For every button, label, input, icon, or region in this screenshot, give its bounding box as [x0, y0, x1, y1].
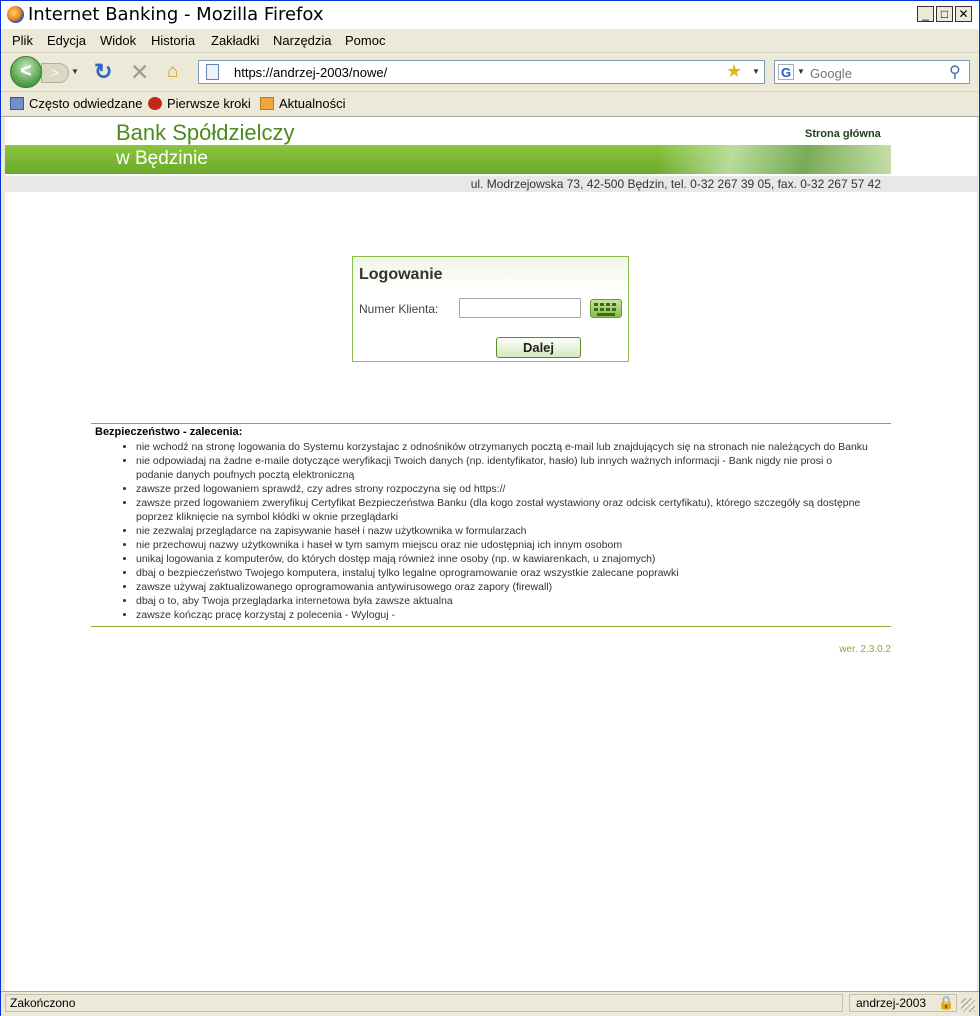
- list-item: • zawsze przed logowaniem sprawdź, czy adres strony rozpoczyna się od https://: [136, 482, 871, 496]
- list-item: • dbaj o to, aby Twoja przeglądarka internetowa była zawsze aktualna: [136, 594, 871, 608]
- search-icon[interactable]: ⚲: [949, 64, 961, 81]
- login-title: Logowanie: [359, 266, 443, 283]
- status-text: Zakończono: [5, 994, 843, 1012]
- list-item: • unikaj logowania z komputerów, do których dostęp mają również inne osoby (np. w kawiarenkach, u znajomych): [136, 552, 871, 566]
- client-number-label: Numer Klienta:: [359, 302, 439, 316]
- client-number-input[interactable]: [459, 298, 581, 318]
- navigation-toolbar: [1, 53, 979, 92]
- minimize-button[interactable]: _: [917, 6, 934, 22]
- firefox-icon: [7, 6, 24, 23]
- resize-grip[interactable]: [961, 998, 975, 1012]
- menu-zakladki[interactable]: Zakładki: [211, 33, 260, 48]
- version-label: wer. 2.3.0.2: [839, 644, 891, 655]
- menu-historia[interactable]: Historia: [151, 33, 196, 48]
- header-decoration: [601, 145, 891, 174]
- url-bar[interactable]: [198, 60, 765, 84]
- list-item: • nie odpowiadaj na żadne e-maile dotyczące weryfikacji Twoich danych (np. identyfikator, hasło) lub innych ważnych informacji - Bank nigdy nie prosi o podanie danych poufnych pocztą elektroniczną: [136, 454, 871, 482]
- menu-narzedzia[interactable]: Narzędzia: [273, 33, 332, 48]
- folder-icon: [10, 97, 24, 110]
- bank-address: ul. Modrzejowska 73, 42-500 Będzin, tel. 0-32 267 39 05, fax. 0-32 267 57 42: [470, 177, 881, 191]
- home-link[interactable]: Strona główna: [805, 128, 881, 140]
- menu-widok[interactable]: Widok: [100, 33, 137, 48]
- engine-dropdown-icon[interactable]: ▼: [797, 67, 805, 76]
- stop-icon[interactable]: ✕: [130, 59, 150, 85]
- google-engine-icon[interactable]: G: [778, 64, 794, 80]
- bookmark-aktualnosci[interactable]: Aktualności: [260, 96, 345, 111]
- list-item: • nie przechowuj nazwy użytkownika i haseł w tym samym miejscu oraz nie udostępniaj ich innym osobom: [136, 538, 871, 552]
- close-button[interactable]: ✕: [955, 6, 972, 22]
- menu-edycja[interactable]: Edycja: [47, 33, 87, 48]
- security-list: [91, 440, 891, 626]
- bookmark-pierwsze-kroki[interactable]: Pierwsze kroki: [148, 96, 251, 111]
- list-item: • nie wchodź na stronę logowania do Systemu korzystajac z odnośników otrzymanych pocztą e-mail lub znajdujących się na stronach nie należących do Banku: [136, 440, 871, 454]
- header-band: [5, 145, 891, 174]
- forward-button[interactable]: >: [41, 63, 69, 83]
- window-title: Internet Banking - Mozilla Firefox: [28, 4, 324, 25]
- menu-pomoc[interactable]: Pomoc: [345, 33, 386, 48]
- bookmarks-toolbar: [1, 92, 979, 117]
- submit-button[interactable]: Dalej: [496, 337, 581, 358]
- title-bar[interactable]: [1, 1, 979, 30]
- url-dropdown-icon[interactable]: ▼: [752, 67, 760, 76]
- reload-icon[interactable]: ↻: [94, 59, 113, 84]
- history-dropdown-icon[interactable]: ▼: [71, 67, 79, 76]
- maximize-button[interactable]: □: [936, 6, 953, 22]
- list-item: • zawsze przed logowaniem zweryfikuj Certyfikat Bezpieczeństwa Banku (dla kogo został wystawiony oraz odcisk certyfikatu), którego szczegóły są dostępne poprzez kliknięcie na symbol kłódki w oknie przeglądarki: [136, 496, 871, 524]
- address-bar: [5, 176, 977, 192]
- security-recommendations: [91, 423, 891, 627]
- search-input[interactable]: [808, 63, 947, 83]
- firefox-bookmark-icon: [148, 97, 162, 110]
- login-box: [352, 256, 629, 362]
- bank-name: Bank Spółdzielczy: [116, 120, 295, 145]
- virtual-keyboard-icon[interactable]: [590, 299, 622, 318]
- page-icon: [206, 64, 219, 80]
- menu-bar: [1, 29, 979, 53]
- search-bar: [774, 60, 970, 84]
- list-item: • zawsze używaj zaktualizowanego oprogramowania antywirusowego oraz zapory (firewall): [136, 580, 871, 594]
- lock-icon[interactable]: 🔒: [938, 995, 955, 1010]
- url-text[interactable]: https://andrzej-2003/nowe/: [234, 65, 388, 80]
- list-item: • nie zezwalaj przeglądarce na zapisywanie haseł i nazw użytkownika w formularzach: [136, 524, 871, 538]
- back-button[interactable]: <: [10, 56, 42, 88]
- menu-plik[interactable]: Plik: [12, 33, 33, 48]
- content-edge: [977, 117, 979, 991]
- bank-location: w Będzinie: [116, 148, 208, 169]
- list-item: • dbaj o bezpieczeństwo Twojego komputera, instaluj tylko legalne oprogramowanie oraz wszystkie zalecane poprawki: [136, 566, 871, 580]
- rss-icon: [260, 97, 274, 110]
- security-heading: Bezpieczeństwo - zalecenia:: [95, 426, 243, 438]
- status-bar: [1, 991, 979, 1016]
- list-item: • zawsze kończąc pracę korzystaj z polecenia - Wyloguj -: [136, 608, 871, 622]
- bookmark-czesto-odwiedzane[interactable]: Często odwiedzane: [10, 96, 142, 111]
- home-icon[interactable]: ⌂: [167, 61, 179, 82]
- bookmark-star-icon[interactable]: ★: [726, 61, 743, 81]
- page-content: [5, 117, 977, 991]
- status-host: andrzej-2003: [849, 994, 957, 1012]
- login-header: [353, 257, 628, 290]
